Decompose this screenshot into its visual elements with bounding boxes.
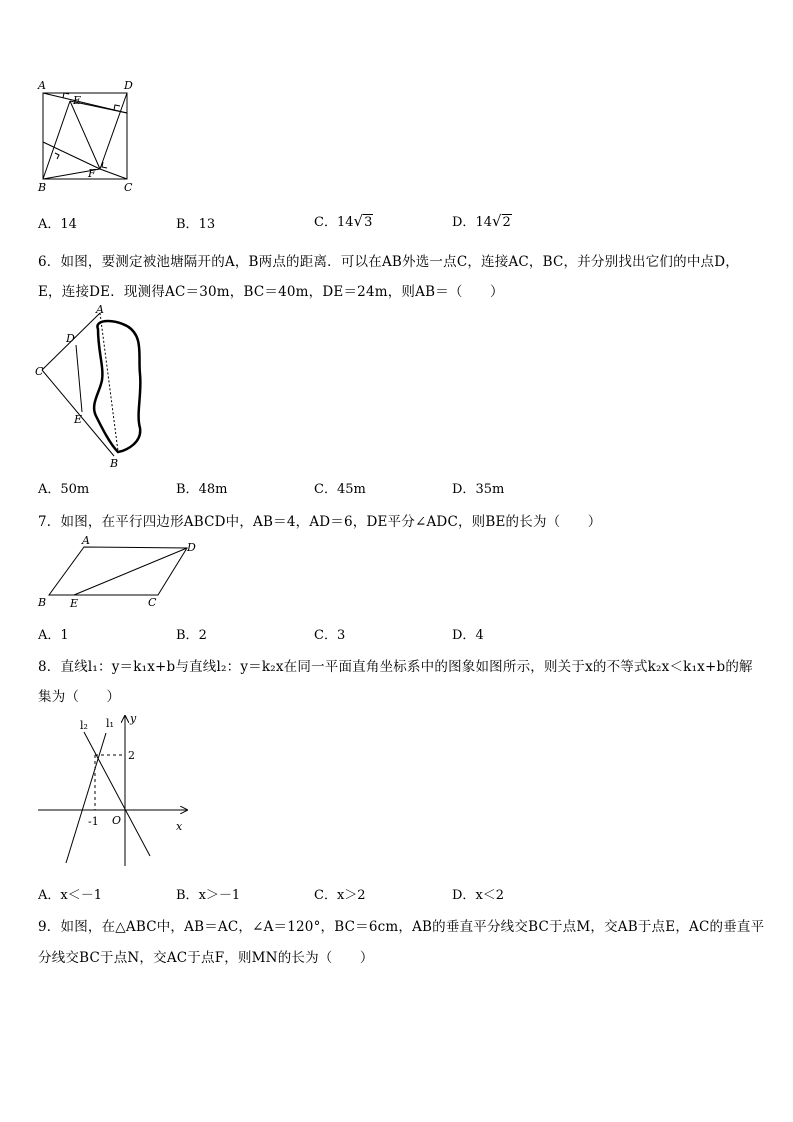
q7-figure <box>32 534 204 612</box>
q7-label-b: B <box>38 596 47 609</box>
q5-label-f: F <box>88 167 96 180</box>
q7-label-e: E <box>70 597 79 610</box>
q5-figure <box>30 76 145 194</box>
q8-label-x: x <box>176 820 183 833</box>
q8-label-y: y <box>130 712 137 725</box>
q8-graph <box>32 708 192 868</box>
q6-option-a[interactable] <box>38 478 89 497</box>
option-letter: B． <box>176 217 199 232</box>
option-letter: D． <box>452 888 476 903</box>
sqrt-sign-icon: √ <box>353 212 364 230</box>
option-text: 14 <box>60 217 77 232</box>
q8-option-b[interactable] <box>176 884 240 903</box>
option-text: 1 <box>60 628 69 643</box>
q6-figure <box>32 304 150 470</box>
option-letter: C． <box>314 482 337 497</box>
q6-label-b: B <box>110 457 119 470</box>
q8-option-d[interactable] <box>452 884 504 903</box>
q5-label-d: D <box>124 79 133 92</box>
option-text: 2 <box>198 628 207 643</box>
q6-text-line-2: E，连接DE．现测得AC＝30m，BC＝40m，DE＝24m，则AB＝（ ） <box>38 284 504 300</box>
q6-option-d[interactable] <box>452 478 504 497</box>
option-prefix: 14 <box>475 215 492 230</box>
option-text: x＜－1 <box>60 888 102 903</box>
q5-label-a: A <box>38 79 46 92</box>
option-text: x＞2 <box>336 888 366 903</box>
option-letter: C． <box>314 888 337 903</box>
q5-option-c[interactable] <box>314 211 373 230</box>
q7-option-a[interactable] <box>38 624 69 643</box>
q8-label-neg1: -1 <box>88 815 99 828</box>
q8-label-l1: l₁ <box>106 717 114 730</box>
q5-option-d[interactable] <box>452 211 512 230</box>
q9-text-line-2: 分线交BC于点N，交AC于点F，则MN的长为（ ） <box>38 950 374 966</box>
q6-label-c: C <box>35 365 44 378</box>
sqrt-radicand: 2 <box>502 215 511 230</box>
option-text: 50m <box>60 482 90 497</box>
option-text: x＞－1 <box>198 888 241 903</box>
q5-option-b[interactable] <box>176 213 215 232</box>
option-text: 3 <box>336 628 346 643</box>
q7-text-line-1: 7．如图，在平行四边形ABCD中，AB＝4，AD＝6，DE平分∠ADC，则BE的长为（ ） <box>38 514 602 530</box>
q5-label-b: B <box>38 181 47 194</box>
option-letter: D． <box>452 482 476 497</box>
q8-option-a[interactable] <box>38 884 102 903</box>
option-text: 13 <box>198 217 216 232</box>
option-letter: A． <box>38 888 61 903</box>
option-letter: B． <box>176 482 199 497</box>
option-letter: A． <box>38 217 61 232</box>
option-letter: B． <box>176 628 199 643</box>
q6-option-b[interactable] <box>176 478 227 497</box>
q8-option-c[interactable] <box>314 884 366 903</box>
q7-option-d[interactable] <box>452 624 484 643</box>
q7-option-b[interactable] <box>176 624 207 643</box>
q7-label-a: A <box>82 534 90 547</box>
line-l2 <box>84 732 150 856</box>
q6-label-e: E <box>74 413 83 426</box>
q5-label-c: C <box>124 181 133 194</box>
sqrt-radicand: 3 <box>364 215 373 230</box>
option-letter: C． <box>314 215 337 230</box>
q8-label-origin: O <box>112 814 122 827</box>
option-prefix: 14 <box>336 215 354 230</box>
q8-label-two: 2 <box>128 749 135 762</box>
q6-label-a: A <box>96 304 104 316</box>
q7-label-c: C <box>148 596 157 609</box>
option-text: 45m <box>336 482 366 497</box>
option-letter: D． <box>452 628 476 643</box>
option-letter: A． <box>38 628 61 643</box>
q7-label-d: D <box>187 541 196 554</box>
option-letter: D． <box>452 215 476 230</box>
q9-text-line-1: 9．如图，在△ABC中，AB＝AC，∠A＝120°，BC＝6cm，AB的垂直平分线交BC于点M，交AB于点E，AC的垂直平 <box>38 919 765 935</box>
q8-text-line-2: 集为（ ） <box>38 689 121 705</box>
q5-option-a[interactable] <box>38 213 77 232</box>
q8-text-line-1: 8．直线l₁：y＝k₁x+b与直线l₂：y＝k₂x在同一平面直角坐标系中的图象如图所示，则关于x的不等式k₂x＜k₁x+b的解 <box>38 659 753 675</box>
q6-label-d: D <box>66 332 75 345</box>
line-l1 <box>66 733 106 863</box>
q6-pond-outline <box>94 321 140 452</box>
sqrt-sign-icon: √ <box>491 212 502 230</box>
q7-option-c[interactable] <box>314 624 345 643</box>
sqrt-expression <box>354 212 374 230</box>
option-letter: A． <box>38 482 61 497</box>
option-text: 35m <box>475 482 505 497</box>
q7-parallelogram <box>49 547 187 595</box>
option-letter: B． <box>176 888 199 903</box>
q5-label-e: E <box>73 94 82 107</box>
q6-option-c[interactable] <box>314 478 366 497</box>
q8-label-l2: l₂ <box>80 719 88 732</box>
option-text: 48m <box>198 482 228 497</box>
option-text: x＜2 <box>475 888 505 903</box>
option-letter: C． <box>314 628 337 643</box>
option-text: 4 <box>475 628 484 643</box>
q6-text-line-1: 6．如图，要测定被池塘隔开的A，B两点的距离．可以在AB外选一点C，连接AC，BC，并分别找出它们的中点D， <box>38 254 739 270</box>
sqrt-expression <box>492 212 512 230</box>
